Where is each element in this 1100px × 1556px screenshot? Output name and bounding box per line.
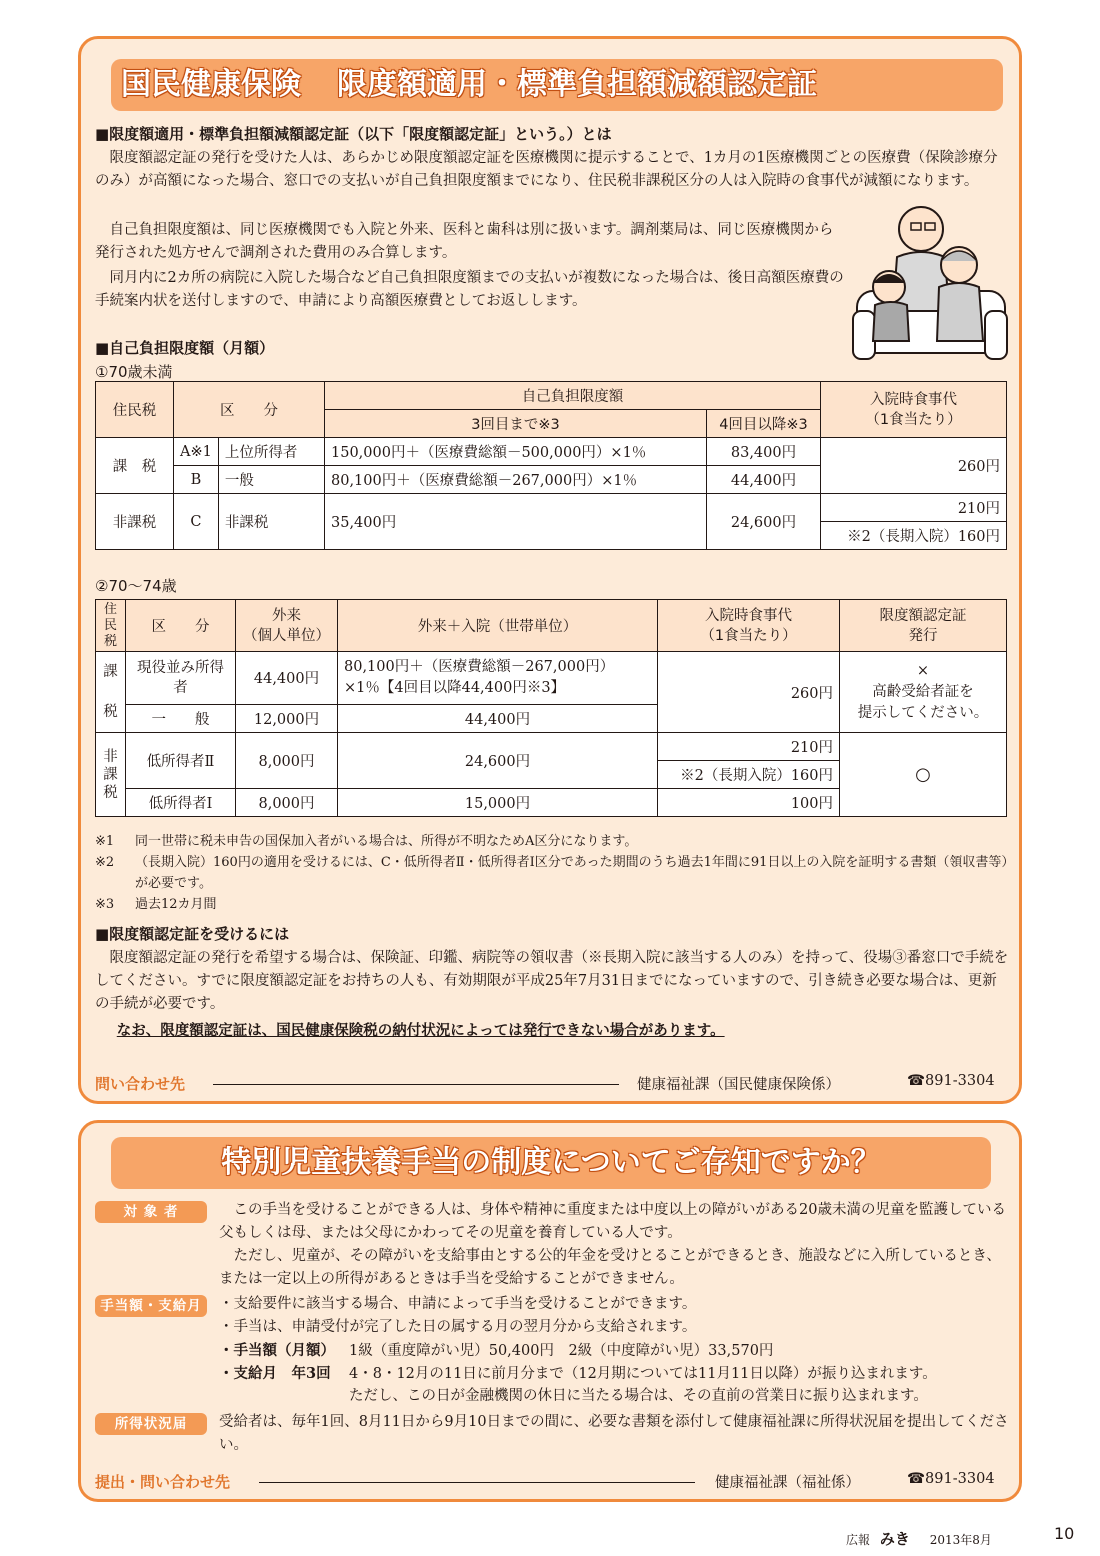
amount-bullet-2: ・手当は、申請受付が完了した日の属する月の翌月分から支給されます。 <box>219 1319 697 1335</box>
contact-phone-1: ☎891-3304 <box>907 1073 995 1089</box>
t1-h-meal: 入院時食事代 （1食当たり） <box>821 382 1007 438</box>
t1-name-b: 一般 <box>218 466 324 494</box>
t1-h-class: 区 分 <box>174 382 325 438</box>
t2-r4-out: 8,000円 <box>236 789 338 817</box>
t1-meal-c1: 210円 <box>821 494 1007 522</box>
t2-h-out: 外来 （個人単位） <box>236 600 338 652</box>
t1-h-limit: 自己負担限度額 <box>325 382 821 410</box>
amount-bullet-3: ・手当額（月額） 1級（重度障がい児）50,400円 2級（中度障がい児）33,570円 <box>219 1342 774 1359</box>
t2-r3-out: 8,000円 <box>236 733 338 789</box>
contact-dept-1: 健康福祉課（国民健康保険係） <box>637 1077 840 1093</box>
contact-dept-2: 健康福祉課（福祉係） <box>715 1475 860 1491</box>
family-illustration <box>849 191 1009 371</box>
age70-label: ②70～74歳 <box>95 577 177 595</box>
footer-publication: 広報 <box>846 1533 871 1547</box>
t2-r1-outin: 80,100円＋（医療費総額－267,000円） ×1％【4回目以降44,400円※3】 <box>338 652 658 705</box>
apply-note: なお、限度額認定証は、国民健康保険税の納付状況によっては発行できない場合があります。 <box>116 1022 725 1039</box>
t1-h-upto3: 3回目まで※3 <box>325 410 707 438</box>
t2-h-tax: 住民税 <box>96 600 126 652</box>
tag-income-report: 所得状況届 <box>95 1413 207 1435</box>
t1-upto3-a: 150,000円＋（医療費総額－500,000円）×1％ <box>325 438 707 466</box>
t2-r2-name: 一 般 <box>126 704 236 732</box>
amount-bullet-4-sub: ただし、この日が金融機関の休日に当たる場合は、その直前の営業日に振り込まれます。 <box>349 1388 928 1404</box>
apply-paragraph: 限度額認定証の発行を希望する場合は、保険証、印鑑、病院等の領収書（※長期入院に該当する人のみ）を持って、役場③番窓口で手続をしてください。すでに限度額認定証をお持ちの人も、有効期限が平成25年7月31日までになっていますので、引き続き必要な場合は、更新の手続が必要です。 <box>95 950 1009 1012</box>
apply-heading: ■限度額認定証を受けるには <box>95 925 290 943</box>
under70-table <box>95 381 1007 550</box>
t2-r4-name: 低所得者Ⅰ <box>126 789 236 817</box>
t2-r3-name: 低所得者Ⅱ <box>126 733 236 789</box>
section2-title: 特別児童扶養手当の制度についてご存知ですか？ <box>111 1137 991 1189</box>
page-number: 10 <box>1054 1524 1075 1543</box>
t2-h-cert: 限度額認定証 発行 <box>840 600 1007 652</box>
t2-r3-outin: 24,600円 <box>338 733 658 789</box>
t1-h-from4: 4回目以降※3 <box>707 410 821 438</box>
t1-from4-b: 44,400円 <box>707 466 821 494</box>
t1-code-b: B <box>174 466 219 494</box>
contact-rule-1 <box>213 1084 619 1085</box>
footer <box>846 1528 992 1549</box>
section1-title: 国民健康保険 限度額適用・標準負担額減額認定証 <box>111 59 1003 111</box>
t2-r1-out: 44,400円 <box>236 652 338 705</box>
t2-meal-taxed: 260円 <box>658 652 840 733</box>
t1-code-c: C <box>174 494 219 550</box>
about-paragraph-2: 自己負担限度額は、同じ医療機関でも入院と外来、医科と歯科は別に扱います。調剤薬局は、同じ医療機関から発行された処方せんで調剤された費用のみ合算します。 <box>95 222 834 261</box>
contact-phone-2: ☎891-3304 <box>907 1471 995 1487</box>
amount-bullet-4: ・支給月 年3回 4・8・12月の11日に前月分まで（12月期については11月11日以降）が振り込まれます。 <box>219 1365 937 1382</box>
t2-h-outin: 外来＋入院（世帯単位） <box>338 600 658 652</box>
contact-label-2: 提出・問い合わせ先 <box>95 1473 231 1491</box>
about-paragraph-1: 限度額認定証の発行を受けた人は、あらかじめ限度額認定証を医療機関に提示することで、1カ月の1医療機関ごとの医療費（保険診療分のみ）が高額になった場合、窓口での支払いが自己負担限度額までになり、住民税非課税区分の人は入院時の食事代が減額になります。 <box>95 150 998 189</box>
tag-eligible: 対 象 者 <box>95 1201 207 1223</box>
income-report-paragraph: 受給者は、毎年1回、8月11日から9月10日までの間に、必要な書類を添付して健康福祉課に所得状況届を提出してください。 <box>219 1414 1009 1453</box>
tokubetsu-section <box>78 1120 1022 1502</box>
footer-logo: みき <box>879 1530 910 1548</box>
limit-heading: ■自己負担限度額（月額） <box>95 339 275 357</box>
t2-taxed: 課税 <box>96 652 126 733</box>
t2-h-class: 区 分 <box>126 600 236 652</box>
t2-r1-name: 現役並み所得者 <box>126 652 236 705</box>
note-2: ※2 （長期入院）160円の適用を受けるには、C・低所得者Ⅱ・低所得者Ⅰ区分であった期間のうち過去1年間に91日以上の入院を証明する書類（領収書等）が必要です。 <box>95 855 1008 891</box>
t1-h-tax: 住民税 <box>96 382 174 438</box>
about-paragraph-3: 同月内に2カ所の病院に入院した場合など自己負担限度額までの支払いが複数になった場合は、後日高額医療費の手続案内状を送付しますので、申請により高額医療費としてお返しします。 <box>95 270 844 309</box>
t2-r2-outin: 44,400円 <box>338 704 658 732</box>
t2-r4-outin: 15,000円 <box>338 789 658 817</box>
contact-label-1: 問い合わせ先 <box>95 1075 186 1093</box>
eligible-paragraph-1: この手当を受けることができる人は、身体や精神に重度または中度以上の障がいがある20歳未満の児童を監護している父もしくは母、または父母にかわってその児童を養育している人です。 <box>219 1202 1006 1241</box>
amount-bullet-1: ・支給要件に該当する場合、申請によって手当を受けることができます。 <box>219 1296 697 1312</box>
about-heading: ■限度額適用・標準負担額減額認定証（以下「限度額認定証」という。）とは <box>95 125 612 143</box>
t1-upto3-c: 35,400円 <box>325 494 707 550</box>
t2-r2-out: 12,000円 <box>236 704 338 732</box>
t2-r3-meal2: ※2（長期入院）160円 <box>658 761 840 789</box>
t1-from4-c: 24,600円 <box>707 494 821 550</box>
age70-table <box>95 599 1007 817</box>
t1-taxed: 課 税 <box>96 438 174 494</box>
t2-cert-nontaxed: ○ <box>840 733 1007 817</box>
t1-from4-a: 83,400円 <box>707 438 821 466</box>
t2-r4-meal: 100円 <box>658 789 840 817</box>
tag-amount: 手当額・支給月 <box>95 1295 207 1317</box>
t2-cert-taxed: × 高齢受給者証を 提示してください。 <box>840 652 1007 733</box>
t1-nontaxed: 非課税 <box>96 494 174 550</box>
note-1: ※1 同一世帯に税未申告の国保加入者がいる場合は、所得が不明なためA区分になります。 <box>95 834 638 849</box>
notes <box>95 831 1011 915</box>
t1-name-c: 非課税 <box>218 494 324 550</box>
under70-label: ①70歳未満 <box>95 363 173 381</box>
t2-h-meal: 入院時食事代 （1食当たり） <box>658 600 840 652</box>
t1-upto3-b: 80,100円＋（医療費総額－267,000円）×1％ <box>325 466 707 494</box>
t2-nontaxed: 非課税 <box>96 733 126 817</box>
t1-meal-c2: ※2（長期入院）160円 <box>821 522 1007 550</box>
footer-issue: 2013年8月 <box>929 1533 992 1547</box>
t1-meal-taxed: 260円 <box>821 438 1007 494</box>
kokuho-section <box>78 36 1022 1104</box>
t1-code-a: A※1 <box>174 438 219 466</box>
t1-name-a: 上位所得者 <box>218 438 324 466</box>
note-3: ※3 過去12カ月間 <box>95 897 217 912</box>
contact-rule-2 <box>259 1482 695 1483</box>
t2-r3-meal1: 210円 <box>658 733 840 761</box>
eligible-paragraph-2: ただし、児童が、その障がいを支給事由とする公的年金を受けとることができるとき、施設などに入所しているとき、または一定以上の所得があるときは手当を受給することができません。 <box>219 1248 1001 1287</box>
